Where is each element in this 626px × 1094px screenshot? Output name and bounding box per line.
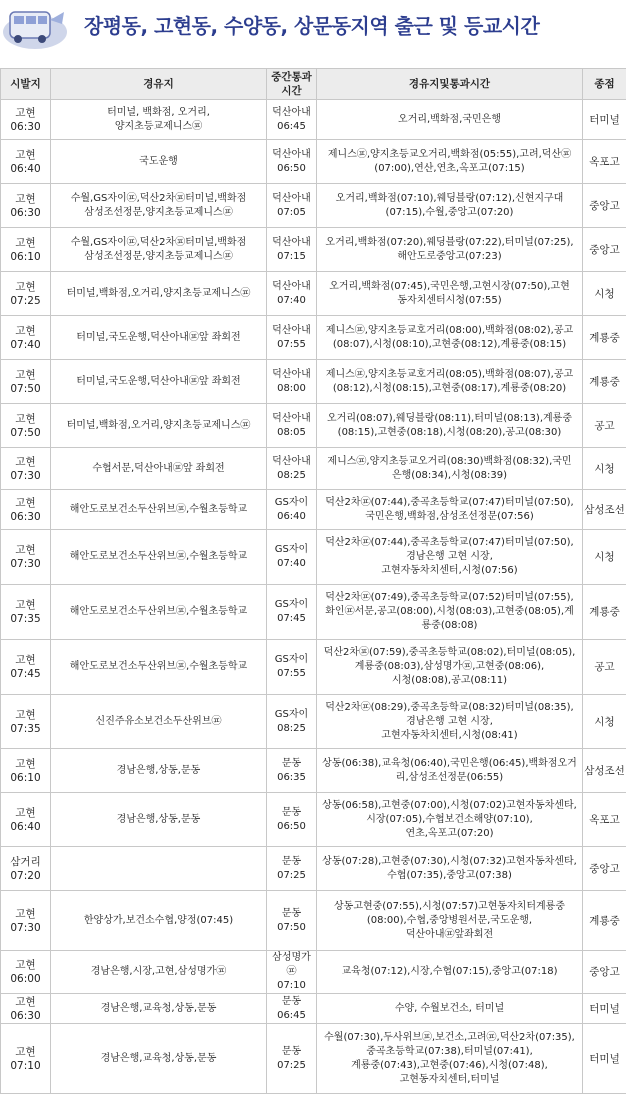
via-cell-line: 국도운행	[52, 155, 265, 169]
via-cell-line: 경남은행,시장,고현,삼성명가㉬	[52, 965, 265, 979]
via-cell	[51, 695, 267, 749]
table-header-row	[1, 69, 626, 100]
midpoint-cell-line: GS자이	[268, 653, 315, 667]
via-cell	[51, 184, 267, 228]
departure-cell-line: 07:10	[2, 1059, 49, 1073]
stops-cell	[317, 749, 583, 793]
departure-cell-line: 06:30	[2, 120, 49, 134]
stops-cell-line: 동자치센터시청(07:55)	[318, 294, 581, 308]
via-cell	[51, 490, 267, 530]
destination-cell: 삼성조선	[583, 749, 626, 793]
destination-cell: 중앙고	[583, 184, 626, 228]
table-row	[1, 891, 626, 951]
via-cell	[51, 891, 267, 951]
midpoint-cell-line: 07:50	[268, 921, 315, 935]
departure-cell-line: 고현	[2, 653, 49, 667]
midpoint-cell	[267, 228, 317, 272]
midpoint-cell-line: 덕산아내	[268, 192, 315, 206]
destination-cell: 시청	[583, 530, 626, 585]
stops-cell	[317, 585, 583, 640]
stops-cell-line: 고현자동차치센터,시청(08:41)	[318, 729, 581, 743]
departure-cell-line: 07:35	[2, 722, 49, 736]
midpoint-cell	[267, 448, 317, 490]
departure-cell	[1, 640, 51, 695]
departure-cell-line: 07:50	[2, 382, 49, 396]
midpoint-cell	[267, 891, 317, 951]
midpoint-cell-line: 07:40	[268, 557, 315, 571]
midpoint-cell	[267, 272, 317, 316]
stops-cell-line: 상동(06:58),고현중(07:00),시청(07:02)고현자동차센타,	[318, 799, 581, 813]
via-cell-line: 삼성조선정문,양지초등교제니스㉬	[52, 250, 265, 264]
table-row	[1, 184, 626, 228]
midpoint-cell	[267, 793, 317, 847]
via-cell-line: 신진주유소보건소두산위브㉬	[52, 715, 265, 729]
stops-cell	[317, 530, 583, 585]
stops-cell	[317, 316, 583, 360]
stops-cell-line: 덕산2차㉬(07:49),중곡초등학교(07:52)터미널(07:55),	[318, 591, 581, 605]
schedule-table	[0, 68, 626, 1094]
midpoint-cell	[267, 951, 317, 994]
via-cell	[51, 847, 267, 891]
midpoint-cell-line: GS자이	[268, 543, 315, 557]
stops-cell-line: (07:15),수월,중앙고(07:20)	[318, 206, 581, 220]
midpoint-cell-line: 06:40	[268, 510, 315, 524]
destination-cell: 중앙고	[583, 847, 626, 891]
departure-cell-line: 고현	[2, 995, 49, 1009]
table-row	[1, 1024, 626, 1094]
via-cell	[51, 360, 267, 404]
departure-cell-line: 06:40	[2, 820, 49, 834]
stops-cell-line: 경남은행 고현 시장,	[318, 715, 581, 729]
departure-cell	[1, 847, 51, 891]
departure-cell	[1, 530, 51, 585]
stops-cell-line: (08:12),시청(08:15),고현중(08:17),계룡중(08:20)	[318, 382, 581, 396]
midpoint-cell-line: 08:25	[268, 722, 315, 736]
destination-cell: 공고	[583, 640, 626, 695]
stops-cell-line: 덕산2차㉬(07:44),중곡초등학교(07:47)터미널(07:50),	[318, 536, 581, 550]
stops-cell-line: (08:07),시청(08:10),고현중(08:12),계룡중(08:15)	[318, 338, 581, 352]
destination-cell: 터미널	[583, 100, 626, 140]
midpoint-cell-line: 문동	[268, 806, 315, 820]
stops-cell	[317, 140, 583, 184]
via-cell-line: 경남은행,상동,문동	[52, 764, 265, 778]
departure-cell-line: 07:20	[2, 869, 49, 883]
table-row	[1, 585, 626, 640]
via-cell	[51, 1024, 267, 1094]
destination-cell: 공고	[583, 404, 626, 448]
stops-cell-line: 화인㉬서문,공고(08:00),시청(08:03),고현중(08:05),계	[318, 605, 581, 619]
stops-cell-line: 오거리,백화점(07:20),웨딩블랑(07:22),터미널(07:25),	[318, 236, 581, 250]
departure-cell-line: 고현	[2, 907, 49, 921]
midpoint-cell	[267, 184, 317, 228]
departure-cell-line: 고현	[2, 598, 49, 612]
midpoint-cell-line: 문동	[268, 995, 315, 1009]
midpoint-cell-line: GS자이	[268, 496, 315, 510]
midpoint-cell-line: 07:15	[268, 250, 315, 264]
departure-cell	[1, 184, 51, 228]
departure-cell	[1, 140, 51, 184]
stops-cell-line: 은행(08:34),시청(08:39)	[318, 469, 581, 483]
header-midpoint-time: 중간통과시간	[267, 69, 317, 100]
midpoint-cell-line: 덕산아내	[268, 368, 315, 382]
via-cell-line: 경남은행,교육청,상동,문동	[52, 1002, 265, 1016]
departure-cell-line: 고현	[2, 192, 49, 206]
destination-cell: 터미널	[583, 994, 626, 1024]
departure-cell-line: 고현	[2, 106, 49, 120]
stops-cell	[317, 951, 583, 994]
via-cell-line: 삼성조선정문,양지초등교제니스㉬	[52, 206, 265, 220]
departure-cell	[1, 951, 51, 994]
departure-cell-line: 06:10	[2, 771, 49, 785]
departure-cell-line: 고현	[2, 455, 49, 469]
table-row	[1, 640, 626, 695]
table-row	[1, 490, 626, 530]
destination-cell: 터미널	[583, 1024, 626, 1094]
table-row	[1, 272, 626, 316]
midpoint-cell	[267, 1024, 317, 1094]
table-row	[1, 100, 626, 140]
stops-cell-line: 교육청(07:12),시장,수협(07:15),중앙고(07:18)	[318, 965, 581, 979]
stops-cell	[317, 695, 583, 749]
departure-cell	[1, 793, 51, 847]
stops-cell-line: 제니스㉬,양지초등교호거리(08:00),백화점(08:02),공고	[318, 324, 581, 338]
page-title: 장평동, 고현동, 수양동, 상문동지역 출근 및 등교시간	[84, 10, 539, 39]
via-cell	[51, 793, 267, 847]
table-row	[1, 749, 626, 793]
midpoint-cell	[267, 585, 317, 640]
midpoint-cell	[267, 490, 317, 530]
stops-cell	[317, 448, 583, 490]
midpoint-cell-line: 덕산아내	[268, 106, 315, 120]
table-row	[1, 951, 626, 994]
departure-cell-line: 고현	[2, 1045, 49, 1059]
midpoint-cell-line: 문동	[268, 907, 315, 921]
page-header	[0, 0, 626, 55]
midpoint-cell	[267, 530, 317, 585]
stops-cell-line: 상동고현중(07:55),시청(07:57)고현동자치터계룡중	[318, 900, 581, 914]
destination-cell: 계룡중	[583, 316, 626, 360]
stops-cell-line: (07:00),연산,연초,옥포고(07:15)	[318, 162, 581, 176]
via-cell-line: 터미널,백화점,오거리,양지초등교제니스㉬	[52, 419, 265, 433]
midpoint-cell	[267, 695, 317, 749]
midpoint-cell	[267, 100, 317, 140]
departure-cell-line: 07:30	[2, 557, 49, 571]
via-cell-line: 수협서문,덕산아내㉬앞 좌회전	[52, 462, 265, 476]
stops-cell-line: 오거리,백화점,국민은행	[318, 113, 581, 127]
midpoint-cell	[267, 360, 317, 404]
stops-cell-line: 계룡중(08:03),삼성명가㉬,고현중(08:06),	[318, 660, 581, 674]
midpoint-cell-line: 덕산아내	[268, 148, 315, 162]
midpoint-cell-line: 07:40	[268, 294, 315, 308]
table-row	[1, 448, 626, 490]
schedule-body	[1, 100, 626, 1094]
stops-cell-line: 국민은행,백화점,삼성조선정문(07:56)	[318, 510, 581, 524]
departure-cell-line: 06:30	[2, 510, 49, 524]
via-cell	[51, 272, 267, 316]
midpoint-cell-line: 덕산아내	[268, 324, 315, 338]
via-cell	[51, 951, 267, 994]
via-cell	[51, 530, 267, 585]
departure-cell-line: 07:50	[2, 426, 49, 440]
stops-cell	[317, 404, 583, 448]
via-cell-line: 터미널, 백화점, 오거리,	[52, 106, 265, 120]
stops-cell	[317, 640, 583, 695]
table-row	[1, 530, 626, 585]
departure-cell-line: 고현	[2, 543, 49, 557]
stops-cell-line: 계룡중(07:43),고현중(07:46),시청(07:48),	[318, 1059, 581, 1073]
stops-cell	[317, 490, 583, 530]
stops-cell-line: 연초,옥포고(07:20)	[318, 827, 581, 841]
via-cell-line: 해안도로보건소두산위브㉬,수월초등학교	[52, 660, 265, 674]
midpoint-cell-line: 삼성명가㉬	[268, 951, 315, 979]
destination-cell: 시청	[583, 448, 626, 490]
stops-cell-line: 제니스㉬,양지초등교오거리,백화점(05:55),고려,덕산㉬	[318, 148, 581, 162]
departure-cell	[1, 1024, 51, 1094]
stops-cell-line: 오거리,백화점(07:10),웨딩블랑(07:12),신현지구대	[318, 192, 581, 206]
midpoint-cell-line: 덕산아내	[268, 412, 315, 426]
departure-cell-line: 07:45	[2, 667, 49, 681]
table-row	[1, 994, 626, 1024]
stops-cell-line: 오거리(08:07),웨딩블랑(08:11),터미널(08:13),계룡중	[318, 412, 581, 426]
midpoint-cell-line: 06:45	[268, 120, 315, 134]
stops-cell-line: 룡중(08:08)	[318, 619, 581, 633]
stops-cell-line: 시청(08:08),공고(08:11)	[318, 674, 581, 688]
departure-cell	[1, 316, 51, 360]
departure-cell-line: 06:30	[2, 1009, 49, 1023]
departure-cell-line: 07:25	[2, 294, 49, 308]
destination-cell: 삼성조선	[583, 490, 626, 530]
departure-cell	[1, 695, 51, 749]
stops-cell-line: 중곡초등학교(07:38),터미널(07:41),	[318, 1045, 581, 1059]
departure-cell	[1, 100, 51, 140]
stops-cell-line: 고현동자치센터,터미널	[318, 1073, 581, 1087]
via-cell-line: 수월,GS자이㉬,덕산2차㉬터미널,백화점	[52, 192, 265, 206]
bus-icon	[2, 2, 68, 52]
departure-cell	[1, 490, 51, 530]
destination-cell: 계룡중	[583, 891, 626, 951]
departure-cell-line: 07:40	[2, 338, 49, 352]
table-row	[1, 793, 626, 847]
departure-cell-line: 고현	[2, 368, 49, 382]
departure-cell	[1, 228, 51, 272]
destination-cell: 시청	[583, 272, 626, 316]
stops-cell	[317, 228, 583, 272]
via-cell-line: 터미널,국도운행,덕산아내㉬앞 좌회전	[52, 375, 265, 389]
departure-cell-line: 고현	[2, 412, 49, 426]
stops-cell-line: 덕산2차㉬(07:44),중곡초등학교(07:47)터미널(07:50),	[318, 496, 581, 510]
destination-cell: 계룡중	[583, 360, 626, 404]
midpoint-cell	[267, 404, 317, 448]
departure-cell	[1, 360, 51, 404]
midpoint-cell-line: 덕산아내	[268, 280, 315, 294]
midpoint-cell	[267, 316, 317, 360]
via-cell	[51, 448, 267, 490]
departure-cell-line: 07:35	[2, 612, 49, 626]
stops-cell	[317, 100, 583, 140]
via-cell	[51, 749, 267, 793]
midpoint-cell-line: 07:10	[268, 979, 315, 993]
via-cell-line: 경남은행,교육청,상동,문동	[52, 1052, 265, 1066]
departure-cell-line: 07:30	[2, 469, 49, 483]
midpoint-cell-line: 07:25	[268, 869, 315, 883]
destination-cell: 중앙고	[583, 228, 626, 272]
midpoint-cell-line: 07:55	[268, 338, 315, 352]
midpoint-cell-line: 06:50	[268, 820, 315, 834]
via-cell-line: 양지초등교제니스㉬	[52, 120, 265, 134]
destination-cell: 시청	[583, 695, 626, 749]
midpoint-cell-line: GS자이	[268, 708, 315, 722]
stops-cell-line: 덕산2차㉬(08:29),중곡초등학교(08:32)터미널(08:35),	[318, 701, 581, 715]
stops-cell	[317, 994, 583, 1024]
stops-cell	[317, 891, 583, 951]
destination-cell: 옥포고	[583, 140, 626, 184]
via-cell	[51, 640, 267, 695]
midpoint-cell-line: 덕산아내	[268, 455, 315, 469]
stops-cell-line: 오거리,백화점(07:45),국민은행,고현시장(07:50),고현	[318, 280, 581, 294]
via-cell	[51, 585, 267, 640]
stops-cell-line: (08:15),고현중(08:18),시청(08:20),공고(08:30)	[318, 426, 581, 440]
stops-cell-line: 고현자동차치센터,시청(07:56)	[318, 564, 581, 578]
stops-cell-line: 해안도로중앙고(07:23)	[318, 250, 581, 264]
header-stops-and-times: 경유지및통과시간	[317, 69, 583, 100]
table-row	[1, 360, 626, 404]
midpoint-cell-line: 문동	[268, 1045, 315, 1059]
via-cell-line: 한양상가,보건소수협,양정(07:45)	[52, 914, 265, 928]
departure-cell	[1, 749, 51, 793]
stops-cell-line: 수양, 수월보건소, 터미널	[318, 1002, 581, 1016]
departure-cell-line: 고현	[2, 324, 49, 338]
via-cell	[51, 140, 267, 184]
midpoint-cell-line: 08:00	[268, 382, 315, 396]
midpoint-cell	[267, 847, 317, 891]
departure-cell	[1, 272, 51, 316]
table-row	[1, 847, 626, 891]
via-cell-line: 수월,GS자이㉬,덕산2차㉬터미널,백화점	[52, 236, 265, 250]
destination-cell: 계룡중	[583, 585, 626, 640]
departure-cell	[1, 448, 51, 490]
midpoint-cell-line: 06:35	[268, 771, 315, 785]
stops-cell-line: 제니스㉬,양지초등교오거리(08:30)백화점(08:32),국민	[318, 455, 581, 469]
stops-cell-line: 시장(07:05),수협보건소해양(07:10),	[318, 813, 581, 827]
departure-cell-line: 고현	[2, 708, 49, 722]
stops-cell-line: 제니스㉬,양지초등교호거리(08:05),백화점(08:07),공고	[318, 368, 581, 382]
table-row	[1, 228, 626, 272]
header-departure: 시발지	[1, 69, 51, 100]
departure-cell-line: 06:30	[2, 206, 49, 220]
midpoint-cell-line: 문동	[268, 855, 315, 869]
stops-cell	[317, 272, 583, 316]
stops-cell-line: 수월(07:30),두사위브㉬,보건소,고려㉬,덕산2차(07:35),	[318, 1031, 581, 1045]
stops-cell	[317, 1024, 583, 1094]
midpoint-cell-line: 07:25	[268, 1059, 315, 1073]
table-row	[1, 140, 626, 184]
via-cell-line: 터미널,백화점,오거리,양지초등교제니스㉬	[52, 287, 265, 301]
midpoint-cell-line: 07:05	[268, 206, 315, 220]
table-row	[1, 404, 626, 448]
midpoint-cell	[267, 994, 317, 1024]
via-cell	[51, 100, 267, 140]
departure-cell	[1, 891, 51, 951]
stops-cell	[317, 184, 583, 228]
via-cell	[51, 994, 267, 1024]
departure-cell-line: 고현	[2, 806, 49, 820]
stops-cell-line: 경남은행 고현 시장,	[318, 550, 581, 564]
header-destination: 종점	[583, 69, 626, 100]
stops-cell-line: 덕산아내㉬앞좌회전	[318, 928, 581, 942]
destination-cell: 중앙고	[583, 951, 626, 994]
midpoint-cell-line: 06:50	[268, 162, 315, 176]
stops-cell-line: 상동(06:38),교육청(06:40),국민은행(06:45),백화점오거	[318, 757, 581, 771]
midpoint-cell	[267, 140, 317, 184]
via-cell	[51, 404, 267, 448]
via-cell-line: 경남은행,상동,문동	[52, 813, 265, 827]
stops-cell-line: 덕산2차㉬(07:59),중곡초등학교(08:02),터미널(08:05),	[318, 646, 581, 660]
departure-cell-line: 고현	[2, 757, 49, 771]
via-cell-line: 터미널,국도운행,덕산아내㉬앞 좌회전	[52, 331, 265, 345]
midpoint-cell	[267, 640, 317, 695]
departure-cell	[1, 404, 51, 448]
departure-cell-line: 07:30	[2, 921, 49, 935]
midpoint-cell-line: 07:55	[268, 667, 315, 681]
departure-cell	[1, 994, 51, 1024]
destination-cell: 옥포고	[583, 793, 626, 847]
departure-cell-line: 06:40	[2, 162, 49, 176]
midpoint-cell-line: 08:25	[268, 469, 315, 483]
midpoint-cell-line: 덕산아내	[268, 236, 315, 250]
departure-cell-line: 고현	[2, 958, 49, 972]
via-cell	[51, 316, 267, 360]
departure-cell-line: 06:10	[2, 250, 49, 264]
stops-cell-line: 상동(07:28),고현중(07:30),시청(07:32)고현자동차센타,	[318, 855, 581, 869]
stops-cell	[317, 847, 583, 891]
via-cell-line: 해안도로보건소두산위브㉬,수월초등학교	[52, 550, 265, 564]
departure-cell-line: 고현	[2, 148, 49, 162]
midpoint-cell-line: GS자이	[268, 598, 315, 612]
midpoint-cell-line: 문동	[268, 757, 315, 771]
stops-cell	[317, 360, 583, 404]
departure-cell-line: 고현	[2, 280, 49, 294]
table-row	[1, 695, 626, 749]
table-row	[1, 316, 626, 360]
stops-cell-line: 리,삼성조선정문(06:55)	[318, 771, 581, 785]
via-cell-line: 해안도로보건소두산위브㉬,수월초등학교	[52, 605, 265, 619]
stops-cell-line: (08:00),수협,중앙병원서문,국도운행,	[318, 914, 581, 928]
via-cell	[51, 228, 267, 272]
header-via: 경유지	[51, 69, 267, 100]
departure-cell-line: 고현	[2, 496, 49, 510]
stops-cell	[317, 793, 583, 847]
midpoint-cell	[267, 749, 317, 793]
stops-cell-line: 수협(07:35),중앙고(07:38)	[318, 869, 581, 883]
via-cell-line: 해안도로보건소두산위브㉬,수월초등학교	[52, 503, 265, 517]
departure-cell-line: 삼거리	[2, 855, 49, 869]
midpoint-cell-line: 06:45	[268, 1009, 315, 1023]
midpoint-cell-line: 07:45	[268, 612, 315, 626]
departure-cell-line: 06:00	[2, 972, 49, 986]
departure-cell-line: 고현	[2, 236, 49, 250]
midpoint-cell-line: 08:05	[268, 426, 315, 440]
departure-cell	[1, 585, 51, 640]
